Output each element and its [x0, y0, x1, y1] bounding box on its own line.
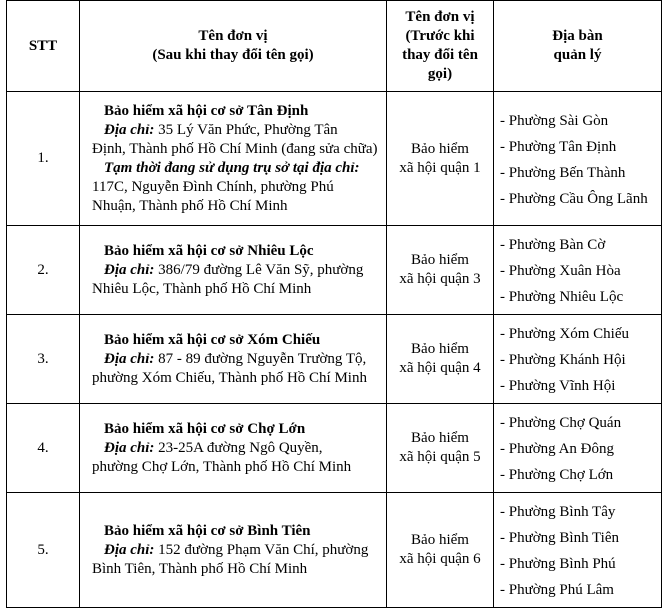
- row-stt: 5.: [7, 493, 80, 608]
- address-label: Địa chỉ:: [104, 121, 155, 138]
- address-text: 87 - 89 đường Nguyễn Trường Tộ,: [154, 350, 367, 367]
- row-stt: 1.: [7, 92, 80, 226]
- old-name-line1: Bảo hiểm: [411, 532, 469, 548]
- temp-address-label: Tạm thời đang sử dụng trụ sở tại địa chỉ:: [104, 159, 360, 176]
- row-unit: [80, 493, 387, 608]
- row-area: [494, 493, 662, 608]
- row-unit: [80, 315, 387, 404]
- table-row: [7, 315, 662, 404]
- header-stt: STT: [7, 1, 80, 92]
- unit-name: Bảo hiểm xã hội cơ sở Bình Tiên: [104, 522, 311, 539]
- ward-item: - Phường Nhiêu Lộc: [500, 289, 624, 305]
- old-name-line2: xã hội quận 3: [399, 271, 481, 287]
- row-area: [494, 315, 662, 404]
- address-text: 23-25A đường Ngô Quyền,: [154, 439, 323, 456]
- header-new-name: [80, 1, 387, 92]
- unit-address-cont: phường Xóm Chiếu, Thành phố Hồ Chí Minh: [92, 369, 367, 386]
- row-old-name: [387, 404, 494, 493]
- ward-item: - Phường Bình Tiên: [500, 530, 620, 546]
- unit-address-cont: phường Chợ Lớn, Thành phố Hồ Chí Minh: [92, 458, 352, 475]
- header-area-line1: Địa bàn: [552, 28, 603, 44]
- unit-name: Bảo hiểm xã hội cơ sở Chợ Lớn: [104, 420, 306, 437]
- address-label: Địa chỉ:: [104, 439, 155, 456]
- row-stt: 3.: [7, 315, 80, 404]
- header-area: [494, 1, 662, 92]
- ward-item: - Phường Tân Định: [500, 138, 617, 155]
- old-name-line2: xã hội quận 1: [399, 159, 481, 176]
- header-old-name-line4: gọi): [427, 66, 453, 82]
- unit-address: [92, 261, 380, 280]
- old-name-line1: Bảo hiểm: [411, 430, 469, 446]
- address-text: 386/79 đường Lê Văn Sỹ, phường: [154, 261, 364, 278]
- row-unit: [80, 92, 387, 226]
- unit-address-cont: Định, Thành phố Hồ Chí Minh (đang sửa chữa): [92, 140, 378, 157]
- ward-item: - Phường Bến Thành: [500, 164, 626, 181]
- header-old-name-line1: Tên đơn vị: [405, 9, 475, 25]
- header-row: [7, 1, 662, 92]
- table-row: [7, 493, 662, 608]
- old-name-line2: xã hội quận 5: [399, 449, 481, 465]
- ward-item: - Phường Bình Phú: [500, 556, 616, 572]
- table-row: [7, 92, 662, 226]
- row-old-name: [387, 226, 494, 315]
- table-row: [7, 226, 662, 315]
- row-old-name: [387, 315, 494, 404]
- old-name-line1: Bảo hiểm: [411, 252, 469, 268]
- old-name-line1: Bảo hiểm: [411, 140, 469, 157]
- ward-item: - Phường Xóm Chiếu: [500, 326, 629, 342]
- header-new-name-line1: Tên đơn vị: [198, 28, 268, 44]
- row-stt: 2.: [7, 226, 80, 315]
- header-old-name: [387, 1, 494, 92]
- ward-item: - Phường Chợ Quán: [500, 415, 622, 431]
- ward-item: - Phường Bàn Cờ: [500, 237, 606, 253]
- row-area: [494, 404, 662, 493]
- old-name-line2: xã hội quận 4: [399, 360, 481, 376]
- row-unit: [80, 404, 387, 493]
- unit-address-cont: Nhiêu Lộc, Thành phố Hồ Chí Minh: [92, 280, 312, 297]
- table-row: [7, 404, 662, 493]
- row-area: [494, 92, 662, 226]
- row-area: [494, 226, 662, 315]
- row-unit: [80, 226, 387, 315]
- row-stt: 4.: [7, 404, 80, 493]
- unit-address-cont: Bình Tiên, Thành phố Hồ Chí Minh: [92, 560, 308, 577]
- address-text: 152 đường Phạm Văn Chí, phường: [154, 541, 369, 558]
- ward-item: - Phường Sài Gòn: [500, 112, 609, 129]
- temp-address-line1: 117C, Nguyễn Đình Chính, phường Phú: [92, 178, 334, 195]
- address-label: Địa chỉ:: [104, 261, 155, 278]
- header-old-name-line2: (Trước khi: [405, 28, 475, 44]
- ward-item: - Phường Bình Tây: [500, 504, 616, 520]
- unit-address: [92, 121, 380, 140]
- old-name-line2: xã hội quận 6: [399, 551, 481, 567]
- unit-name: Bảo hiểm xã hội cơ sở Xóm Chiếu: [104, 331, 321, 348]
- unit-name: Bảo hiểm xã hội cơ sở Tân Định: [104, 102, 309, 119]
- address-text: 35 Lý Văn Phức, Phường Tân: [154, 121, 338, 138]
- unit-address: [92, 439, 380, 458]
- address-label: Địa chỉ:: [104, 541, 155, 558]
- row-old-name: [387, 92, 494, 226]
- unit-name: Bảo hiểm xã hội cơ sở Nhiêu Lộc: [104, 242, 314, 259]
- ward-item: - Phường Phú Lâm: [500, 582, 614, 598]
- ward-item: - Phường Xuân Hòa: [500, 263, 621, 279]
- units-table: [6, 0, 662, 608]
- unit-address: [92, 350, 380, 369]
- ward-item: - Phường Khánh Hội: [500, 352, 626, 368]
- ward-item: - Phường Cầu Ông Lãnh: [500, 190, 648, 207]
- address-label: Địa chỉ:: [104, 350, 155, 367]
- ward-item: - Phường An Đông: [500, 441, 614, 457]
- old-name-line1: Bảo hiểm: [411, 341, 469, 357]
- header-old-name-line3: thay đổi tên: [402, 47, 478, 63]
- row-old-name: [387, 493, 494, 608]
- header-area-line2: quản lý: [553, 47, 602, 63]
- ward-item: - Phường Vĩnh Hội: [500, 378, 616, 394]
- temp-address-line2: Nhuận, Thành phố Hồ Chí Minh: [92, 197, 288, 214]
- ward-item: - Phường Chợ Lớn: [500, 467, 614, 483]
- header-new-name-line2: (Sau khi thay đổi tên gọi): [152, 47, 314, 63]
